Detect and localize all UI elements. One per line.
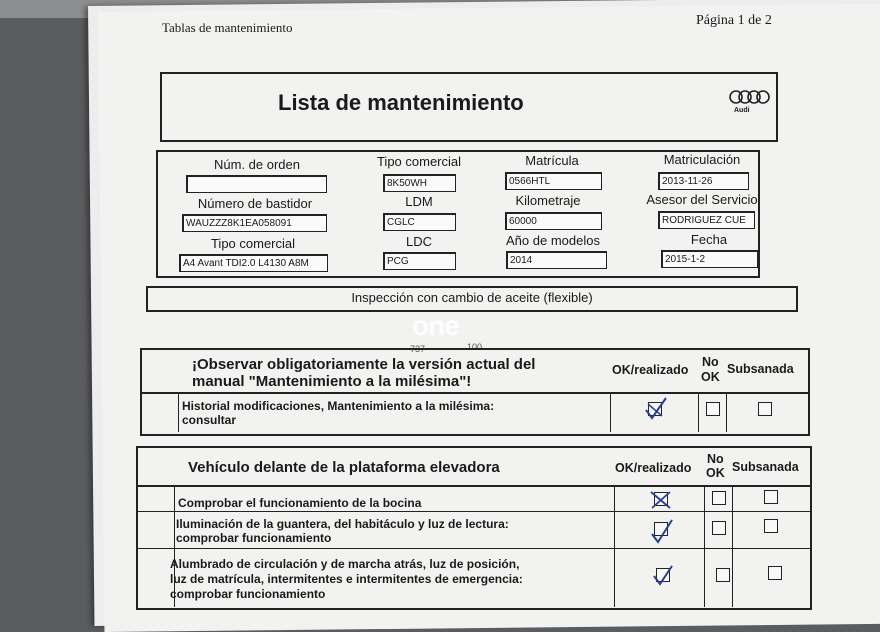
col-nook-header-1: OK <box>701 370 720 384</box>
page-title: Lista de mantenimiento <box>278 90 524 115</box>
ok-check-mark-icon <box>646 486 676 514</box>
subsanada-checkbox-glovebox[interactable] <box>764 519 778 533</box>
audi-logo-text: Audi <box>734 107 750 114</box>
registration-date-field[interactable]: 2013-11-26 <box>658 172 749 190</box>
watermark-number-left: 737 <box>410 344 426 354</box>
col-nook-header-2: OK <box>706 466 725 480</box>
subsanada-checkbox-history[interactable] <box>758 402 772 416</box>
advisor-field[interactable]: RODRIGUEZ CUE <box>658 211 755 229</box>
vin-field[interactable]: WAUZZZ8K1EA058091 <box>182 214 327 232</box>
item-lights-line1: Alumbrado de circulación y de marcha atrás, luz de posición, <box>170 557 520 571</box>
item-history-line2: consultar <box>182 413 237 427</box>
type-code-field[interactable]: 8K50WH <box>383 174 456 192</box>
item-horn: Comprobar el funcionamiento de la bocina <box>178 496 422 510</box>
ldm-field[interactable]: CGLC <box>383 213 456 231</box>
section-1-col-line <box>698 394 699 432</box>
field-label-plate: Matrícula <box>525 153 579 168</box>
item-glovebox-line1: Iluminación de la guantera, del habitáculo y luz de lectura: <box>176 517 509 531</box>
field-label-vin: Número de bastidor <box>197 196 313 211</box>
field-label-advisor: Asesor del Servicio <box>646 192 758 207</box>
no-ok-checkbox-horn[interactable] <box>712 491 726 505</box>
section-1-divider <box>140 392 808 394</box>
inspection-type: Inspección con cambio de aceite (flexible) <box>351 290 593 305</box>
section-2-row-divider <box>136 511 810 512</box>
ok-check-mark-icon <box>646 516 676 546</box>
field-label-registration: Matriculación <box>663 152 741 167</box>
field-label-order: Núm. de orden <box>214 157 300 172</box>
section-1-col-line <box>726 394 727 432</box>
col-no-header-1: No <box>702 355 719 369</box>
date-field[interactable]: 2015-1-2 <box>661 250 758 268</box>
col-no-header-2: No <box>707 452 724 466</box>
section-1-title-line2: manual "Mantenimiento a la milésima"! <box>192 373 472 390</box>
order-number-field[interactable] <box>186 175 327 193</box>
field-label-ldm: LDM <box>405 194 433 209</box>
section-1-col-line <box>178 394 179 432</box>
model-field[interactable]: A4 Avant TDI2.0 L4130 A8M <box>179 254 328 272</box>
section-2-row-divider <box>136 548 810 549</box>
field-label-type: Tipo comercial <box>376 154 462 169</box>
ok-check-mark-icon <box>648 560 678 588</box>
watermark-logo: one <box>412 310 459 341</box>
page-number: Página 1 de 2 <box>696 13 772 28</box>
section-1-col-line <box>610 394 611 432</box>
plate-field[interactable]: 0566HTL <box>505 172 602 190</box>
item-lights-line2: luz de matrícula, intermitentes e intermitentes de emergencia: <box>170 572 523 586</box>
no-ok-checkbox-history[interactable] <box>706 402 720 416</box>
no-ok-checkbox-glovebox[interactable] <box>712 521 726 535</box>
item-lights-line3: comprobar funcionamiento <box>170 587 326 601</box>
model-year-field[interactable]: 2014 <box>506 251 607 269</box>
col-ok-header-1: OK/realizado <box>612 363 689 377</box>
mileage-field[interactable]: 60000 <box>505 212 602 230</box>
section-2-col-line <box>704 487 705 607</box>
field-label-date: Fecha <box>690 232 728 247</box>
ok-check-mark-icon <box>640 394 670 424</box>
item-glovebox-line2: comprobar funcionamiento <box>176 531 332 545</box>
subsanada-checkbox-horn[interactable] <box>764 490 778 504</box>
section-2-divider <box>136 485 810 487</box>
col-ok-header-2: OK/realizado <box>615 461 692 475</box>
field-label-ldc: LDC <box>405 234 432 249</box>
field-label-model-year: Año de modelos <box>506 233 600 248</box>
ldc-field[interactable]: PCG <box>383 252 456 270</box>
section-2-col-line <box>614 487 615 607</box>
no-ok-checkbox-lights[interactable] <box>716 568 730 582</box>
field-label-km: Kilometraje <box>515 193 581 208</box>
col-sub-header-2: Subsanada <box>732 460 799 474</box>
watermark-number-right: 100 <box>467 342 483 352</box>
page-header-left: Tablas de mantenimiento <box>162 20 293 35</box>
section-2-title: Vehículo delante de la plataforma elevadora <box>188 459 500 476</box>
subsanada-checkbox-lights[interactable] <box>768 566 782 580</box>
section-2-col-line <box>732 487 733 607</box>
col-sub-header-1: Subsanada <box>727 362 794 376</box>
item-history-line1: Historial modificaciones, Mantenimiento a la milésima: <box>182 399 495 413</box>
field-label-model: Tipo comercial <box>210 236 296 251</box>
section-1-title-line1: ¡Observar obligatoriamente la versión actual del <box>192 356 536 373</box>
